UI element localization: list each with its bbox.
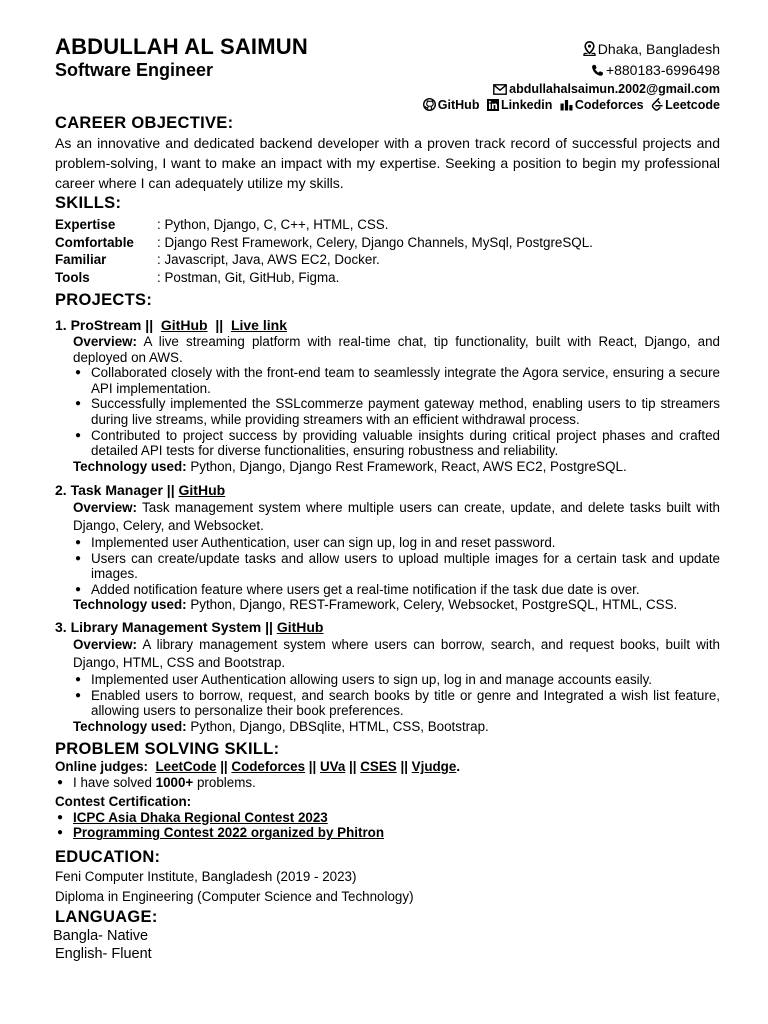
live-link[interactable]: Live link — [230, 317, 287, 333]
project-details — [73, 334, 720, 474]
linkedin-link[interactable]: Linkedin — [487, 98, 552, 112]
project-task-manager — [55, 481, 720, 613]
skills-section — [55, 194, 720, 287]
skill-row: Comfortable : Django Rest Framework, Celery, Django Channels, MySql, PostgreSQL. — [55, 234, 593, 250]
contest-label: Contest Certification: — [55, 794, 192, 810]
career-objective-section — [55, 114, 720, 193]
github-icon — [423, 98, 436, 114]
phone: +880183-6996498 — [591, 62, 720, 80]
contest-link[interactable]: ● ICPC Asia Dhaka Regional Contest 2023 — [55, 810, 720, 826]
project-overview: Overview: A library management system where users can borrow, search, and request books, built with Django, HTML, CSS and Bootstrap. — [73, 637, 720, 670]
github-link[interactable]: GitHub — [178, 482, 226, 498]
vjudge-link[interactable]: Vjudge — [411, 759, 457, 774]
problem-solving-section — [55, 740, 720, 841]
section-heading: SKILLS: — [55, 194, 122, 212]
leetcode-link[interactable]: Leetcode — [651, 98, 720, 112]
language-item: English- Fluent — [55, 946, 152, 962]
projects-section — [55, 291, 720, 310]
linkedin-icon — [487, 99, 499, 114]
skills-table — [55, 217, 593, 287]
mail-icon — [493, 84, 507, 98]
github-link[interactable]: GitHub — [423, 98, 480, 112]
list-item: ● Contributed to project success by providing valuable insights during critical project phases and crafted detailed API tests for diverse functionalities, ensuring robustness and reliability. — [73, 428, 720, 459]
project-library-management — [55, 618, 720, 734]
email[interactable]: abdullahalsaimun.2002@gmail.com — [493, 82, 720, 98]
phone-icon — [591, 64, 604, 80]
section-heading: PROJECTS: — [55, 291, 153, 309]
language-item: Bangla- Native — [53, 928, 149, 944]
project-overview: Overview: A live streaming platform with real-time chat, tip functionality, built with React, Django, and deployed on AWS. — [73, 334, 720, 365]
project-title: 1. ProStream || GitHub || Live link — [55, 317, 287, 333]
section-heading: LANGUAGE: — [55, 908, 158, 926]
project-bullets — [73, 672, 720, 719]
list-item: ● Added notification feature where users get a real-time notification if the task due date is over. — [73, 582, 720, 598]
education-section — [55, 848, 720, 907]
codeforces-link[interactable]: Codeforces — [560, 98, 644, 112]
project-bullets — [73, 365, 720, 459]
project-title: 2. Task Manager || GitHub — [55, 482, 226, 498]
project-prostream — [55, 316, 720, 474]
leetcode-link[interactable]: LeetCode — [155, 759, 217, 774]
list-item: ● Users can create/update tasks and allow users to upload multiple images for a certain task and update images. — [73, 551, 720, 582]
list-item: ● Successfully implemented the SSLcommerze payment gateway method, enabling users to tip streamers during live streams, while providing streamers with an efficient withdrawal process. — [73, 396, 720, 427]
project-tech: Technology used: Python, Django, DBSqlite, HTML, CSS, Bootstrap. — [73, 718, 489, 734]
project-bullets — [73, 535, 720, 597]
codeforces-icon — [560, 99, 573, 114]
education-degree: Diploma in Engineering (Computer Science and Technology) — [55, 889, 414, 904]
candidate-title: Software Engineer — [55, 60, 214, 80]
uva-link[interactable]: UVa — [320, 759, 346, 774]
contest-list — [55, 810, 720, 841]
project-tech: Technology used: Python, Django, REST-Framework, Celery, Websocket, PostgreSQL, HTML, CSS. — [73, 597, 678, 613]
list-item: ● I have solved 1000+ problems. — [55, 775, 720, 791]
location-pin-icon — [583, 41, 596, 59]
contest-link[interactable]: ● Programming Contest 2022 organized by Phitron — [55, 825, 720, 841]
cses-link[interactable]: CSES — [360, 759, 397, 774]
skill-row: Expertise : Python, Django, C, C++, HTML, CSS. — [55, 217, 389, 232]
codeforces-link[interactable]: Codeforces — [231, 759, 306, 774]
online-judges: Online judges: LeetCode || Codeforces || UVa || CSES || Vjudge. — [55, 759, 461, 774]
leetcode-icon — [651, 98, 663, 114]
solved-list — [55, 775, 720, 791]
list-item: ● Implemented user Authentication allowing users to sign up, log in and manage accounts easily. — [73, 672, 720, 688]
project-details — [73, 636, 720, 734]
section-heading: PROBLEM SOLVING SKILL: — [55, 740, 280, 758]
github-link[interactable]: GitHub — [276, 619, 324, 635]
candidate-name: ABDULLAH AL SAIMUN — [55, 34, 308, 59]
project-title: 3. Library Management System || GitHub — [55, 619, 324, 635]
project-details — [73, 499, 720, 613]
location: Dhaka, Bangladesh — [583, 41, 720, 59]
github-link[interactable]: GitHub — [160, 317, 208, 333]
section-heading: CAREER OBJECTIVE: — [55, 114, 234, 132]
section-heading: EDUCATION: — [55, 848, 161, 866]
objective-text: As an innovative and dedicated backend developer with a proven track record of successful projects and problem-solving, I want to make an impact with my expertise. Seeking a position to begin my professional career where I can adequately utilize my skills. — [55, 135, 720, 191]
project-tech: Technology used: Python, Django, Django Rest Framework, React, AWS EC2, PostgreSQL. — [73, 458, 627, 474]
skill-row: Familiar : Javascript, Java, AWS EC2, Docker. — [55, 252, 380, 268]
skill-row: Tools : Postman, Git, GitHub, Figma. — [55, 269, 340, 285]
list-item: ● Collaborated closely with the front-end team to seamlessly integrate the Agora service, ensuring a secure API implementation. — [73, 365, 720, 396]
profile-links — [419, 98, 720, 114]
project-overview: Overview: Task management system where multiple users can create, update, and delete tasks built with Django, Celery, and Websocket. — [73, 500, 721, 533]
list-item: ● Enabled users to borrow, request, and search books by title or genre and Integrated a wish list feature, allowing users to personalize their book preferences. — [73, 688, 720, 719]
list-item: ● Implemented user Authentication, user can sign up, log in and reset password. — [73, 535, 720, 551]
education-institute: Feni Computer Institute, Bangladesh (2019 - 2023) — [55, 869, 357, 884]
language-section — [55, 908, 720, 963]
